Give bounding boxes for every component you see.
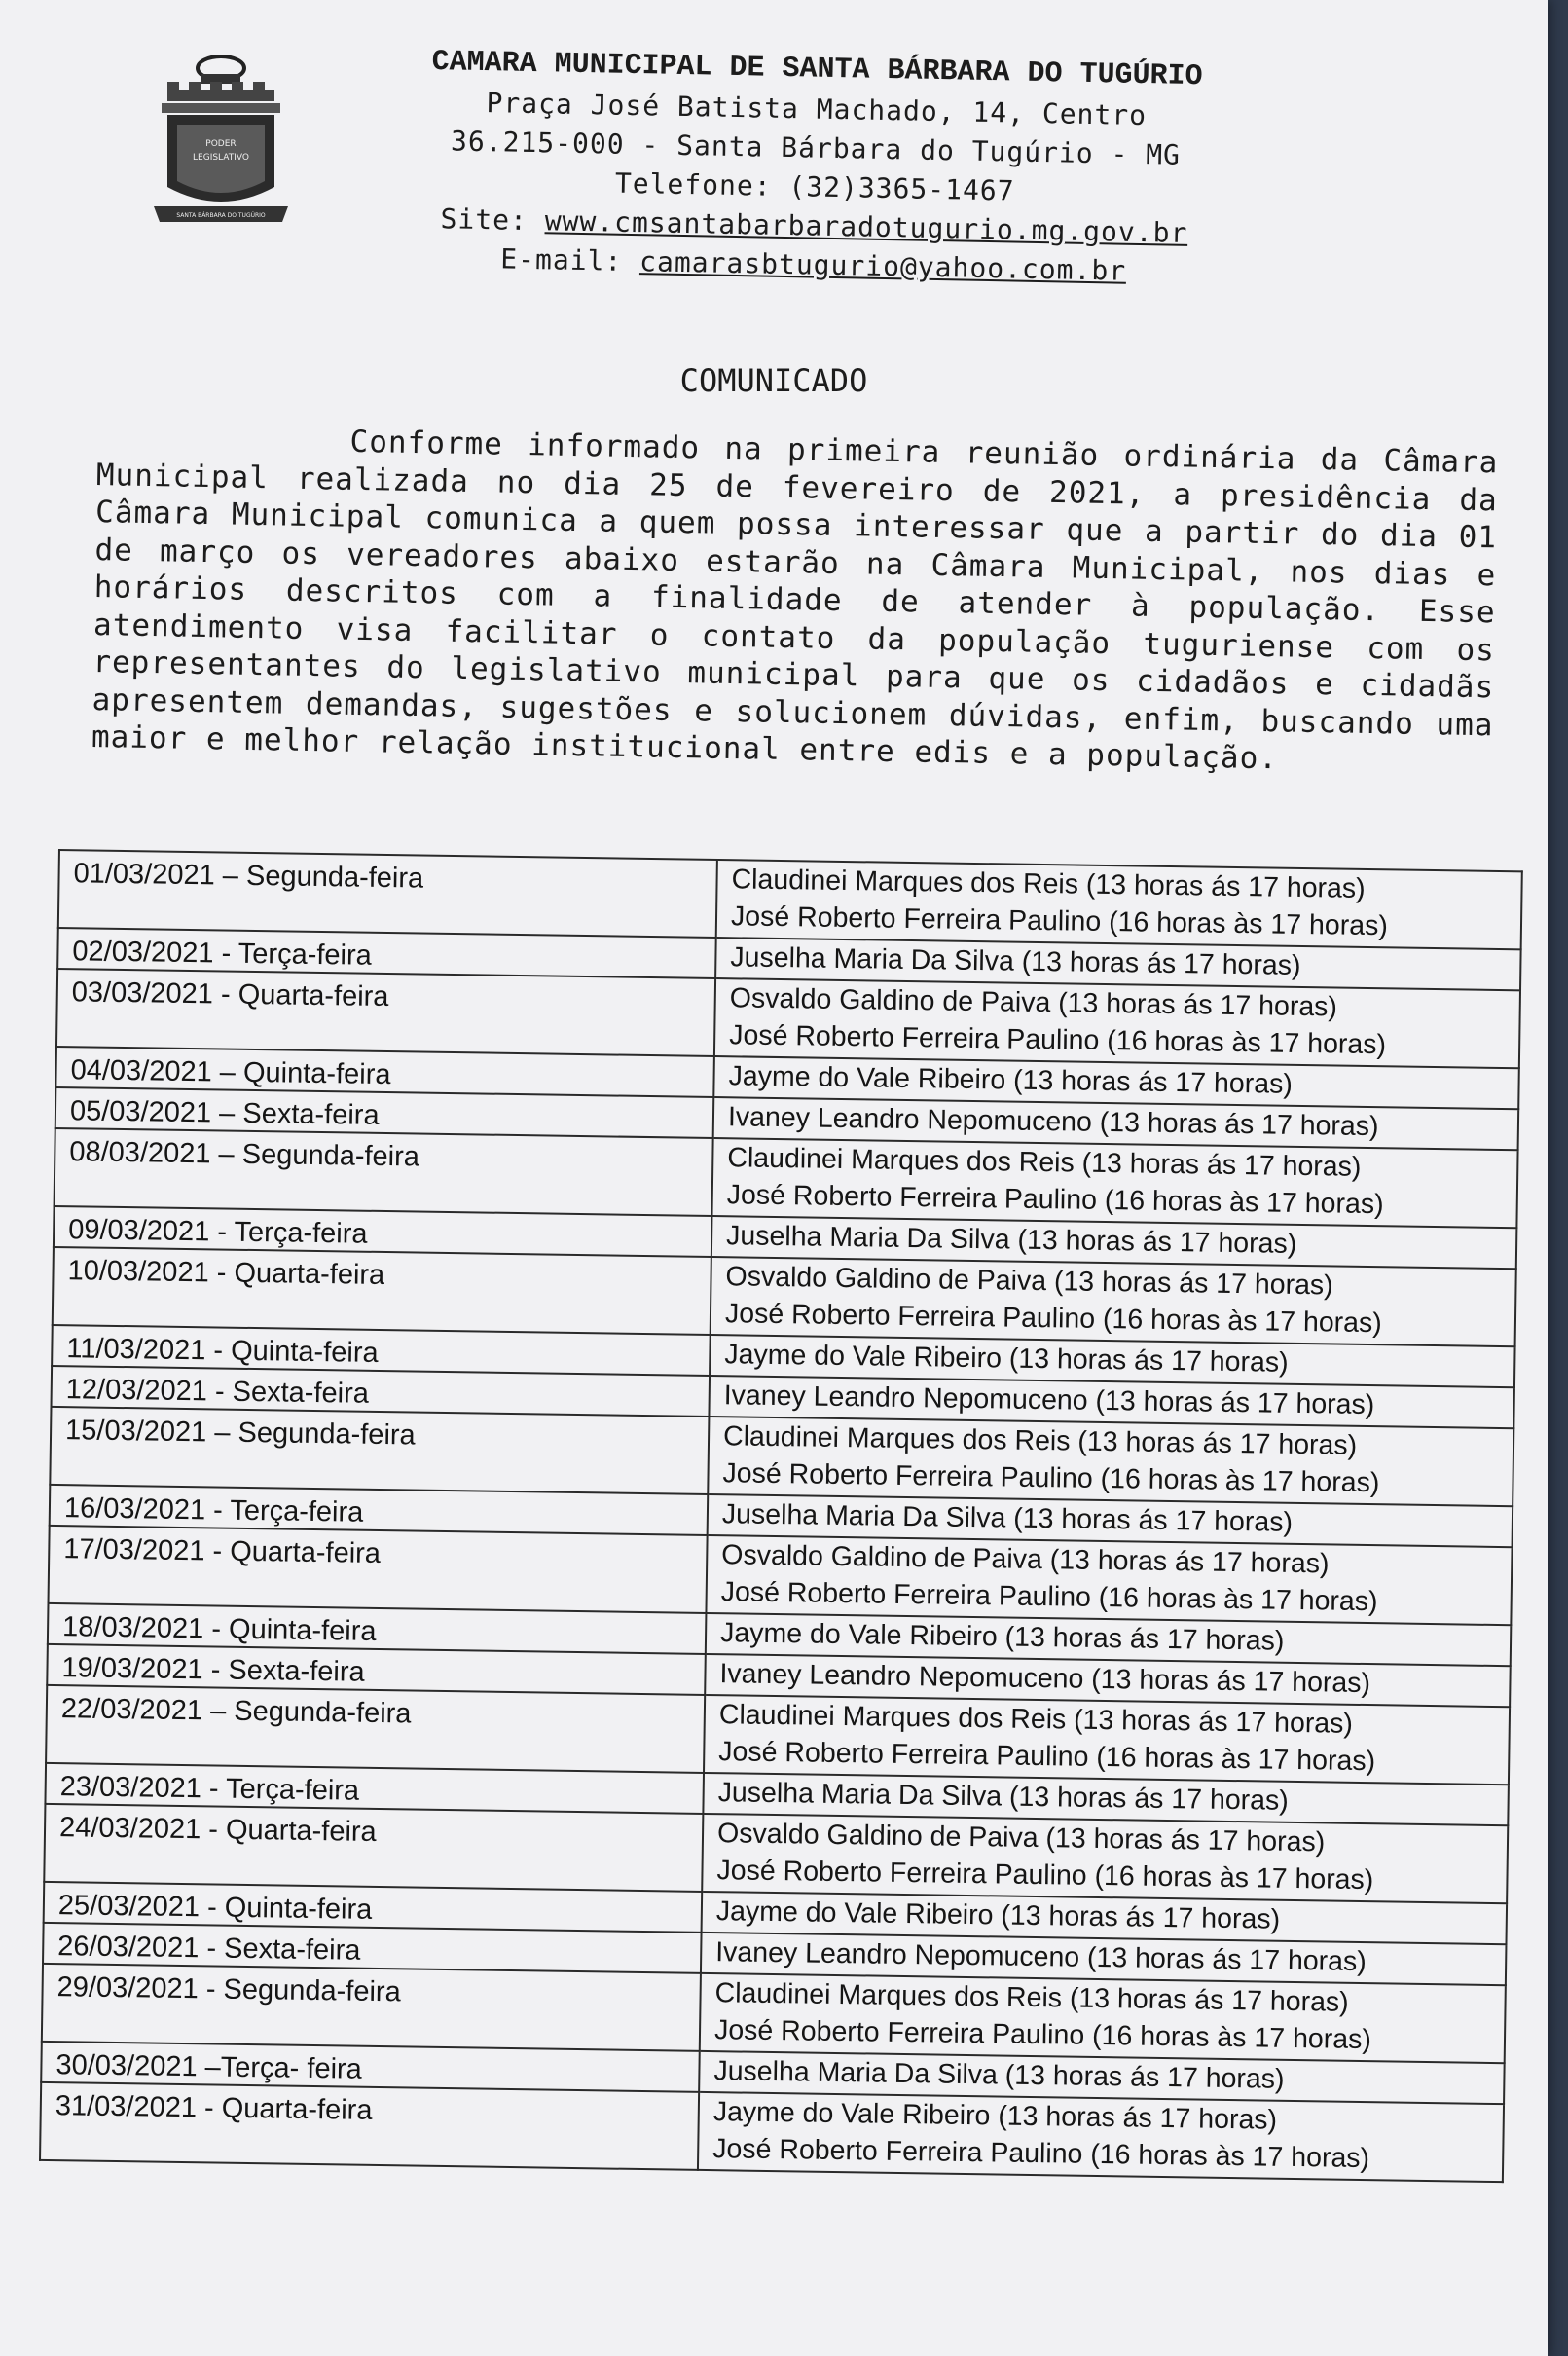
- schedule-names-cell: [704, 1695, 1510, 1785]
- councillor-name: Jayme do Vale Ribeiro (13 horas ás 17 horas): [712, 2096, 1278, 2136]
- logo-ribbon-text: SANTA BÁRBARA DO TUGÚRIO: [176, 212, 266, 219]
- councillor-name: José Roberto Ferreira Paulino (16 horas às 17 horas): [716, 1855, 1374, 1896]
- councillor-name: José Roberto Ferreira Paulino (16 horas às 17 horas): [718, 1736, 1376, 1778]
- councillor-name: Osvaldo Galdino de Paiva (13 horas ás 17 horas): [721, 1539, 1330, 1580]
- schedule-date-cell: 12/03/2021 - Sexta-feira: [51, 1366, 710, 1417]
- councillor-name: Claudinei Marques dos Reis (13 horas ás 17 horas): [731, 864, 1366, 904]
- councillor-name: José Roberto Ferreira Paulino (16 horas às 17 horas): [713, 2014, 1372, 2056]
- schedule-date-cell: 05/03/2021 – Sexta-feira: [55, 1087, 714, 1138]
- attendance-schedule-table: [39, 849, 1523, 2183]
- schedule-names-cell: [711, 1257, 1516, 1346]
- schedule-names-cell: [711, 1138, 1517, 1228]
- letterhead: [326, 44, 1303, 294]
- councillor-name: Ivaney Leandro Nepomuceno (13 horas ás 17 horas): [719, 1658, 1371, 1700]
- councillor-name: José Roberto Ferreira Paulino (16 horas às 17 horas): [720, 1576, 1378, 1618]
- councillor-name: Osvaldo Galdino de Paiva (13 horas ás 17 horas): [725, 1261, 1333, 1302]
- councillor-name: José Roberto Ferreira Paulino (16 horas às 17 horas): [722, 1457, 1380, 1499]
- councillor-name: Juselha Maria Da Silva (13 horas ás 17 horas): [717, 1777, 1289, 1817]
- schedule-date-cell: 18/03/2021 - Quinta-feira: [48, 1603, 707, 1654]
- schedule-date-cell: 31/03/2021 - Quarta-feira: [40, 2082, 699, 2170]
- councillor-name: José Roberto Ferreira Paulino (16 horas às 17 horas): [730, 901, 1389, 942]
- schedule-date-cell: 04/03/2021 – Quinta-feira: [55, 1047, 714, 1097]
- city-line: 36.215-000 - Santa Bárbara do Tugúrio - MG: [450, 125, 1182, 171]
- schedule-date-cell: 02/03/2021 - Terça-feira: [57, 928, 716, 978]
- document-title: COMUNICADO: [679, 362, 868, 399]
- councillor-name: José Roberto Ferreira Paulino (16 horas às 17 horas): [712, 2133, 1370, 2175]
- schedule-names-cell: [708, 1417, 1513, 1506]
- logo-text-top: PODER: [205, 139, 237, 149]
- schedule-date-cell: 03/03/2021 - Quarta-feira: [56, 969, 715, 1056]
- phone-line: Telefone: (32)3365-1467: [614, 166, 1015, 207]
- address-line: Praça José Batista Machado, 14, Centro: [486, 87, 1148, 132]
- organization-name: CAMARA MUNICIPAL DE SANTA BÁRBARA DO TUGÚRIO: [431, 45, 1203, 94]
- site-label: Site:: [440, 202, 529, 237]
- email-link[interactable]: camarasbtugurio@yahoo.com.br: [638, 245, 1127, 287]
- schedule-names-cell: [706, 1535, 1512, 1625]
- schedule-date-cell: 09/03/2021 - Terça-feira: [54, 1206, 712, 1257]
- councillor-name: Ivaney Leandro Nepomuceno (13 horas ás 17 horas): [727, 1101, 1379, 1143]
- councillor-name: Jayme do Vale Ribeiro (13 horas ás 17 horas): [715, 1896, 1281, 1935]
- councillor-name: Claudinei Marques dos Reis (13 horas ás 17 horas): [718, 1699, 1354, 1740]
- schedule-date-cell: 24/03/2021 - Quarta-feira: [44, 1804, 703, 1892]
- schedule-names-cell: [698, 2092, 1504, 2182]
- schedule-names-cell: [702, 1814, 1508, 1903]
- schedule-date-cell: 08/03/2021 – Segunda-feira: [55, 1128, 713, 1216]
- schedule-date-cell: 10/03/2021 - Quarta-feira: [53, 1247, 711, 1335]
- councillor-name: Juselha Maria Da Silva (13 horas ás 17 horas): [721, 1498, 1294, 1538]
- schedule-names-cell: [700, 1973, 1506, 2063]
- announcement-paragraph: Conforme informado na primeira reunião ordinária da Câmara Municipal realizada no dia 25 de fevereiro de 2021, a presidência da Câmara Municipal comunica a quem possa interessar que a partir do dia 01 de março os vereadores abaixo estarão na Câmara Municipal, nos dias e horários descritos com a finalidade de atender à população. Esse atendimento visa facilitar o contato da população tuguriense com os representantes do legislativo municipal para que os cidadãos e cidadãs apresentem demandas, sugestões e solucionem dúvidas, enfim, buscando uma maior e melhor relação institucional entre edis e a população.: [91, 423, 1499, 777]
- councillor-name: Ivaney Leandro Nepomuceno (13 horas ás 17 horas): [715, 1936, 1367, 1978]
- councillor-name: Claudinei Marques dos Reis (13 horas ás 17 horas): [727, 1142, 1362, 1183]
- councillor-name: Ivaney Leandro Nepomuceno (13 horas ás 17 horas): [723, 1380, 1375, 1421]
- chamber-coat-of-arms-logo: [148, 51, 294, 231]
- councillor-name: Jayme do Vale Ribeiro (13 horas ás 17 horas): [728, 1060, 1294, 1100]
- schedule-date-cell: 19/03/2021 - Sexta-feira: [47, 1644, 706, 1695]
- councillor-name: Juselha Maria Da Silva (13 horas ás 17 horas): [713, 2055, 1285, 2095]
- schedule-date-cell: 29/03/2021 - Segunda-feira: [42, 1964, 701, 2051]
- councillor-name: Juselha Maria Da Silva (13 horas ás 17 horas): [725, 1220, 1297, 1260]
- councillor-name: Claudinei Marques dos Reis (13 horas ás 17 horas): [722, 1420, 1358, 1461]
- schedule-date-cell: 23/03/2021 - Terça-feira: [45, 1763, 704, 1814]
- schedule-date-cell: 22/03/2021 – Segunda-feira: [46, 1685, 705, 1773]
- councillor-name: Osvaldo Galdino de Paiva (13 horas ás 17 horas): [716, 1818, 1326, 1859]
- councillor-name: Juselha Maria Da Silva (13 horas ás 17 horas): [730, 941, 1301, 981]
- schedule-body: [40, 850, 1522, 2182]
- site-link[interactable]: www.cmsantabarbaradotugurio.mg.gov.br: [544, 204, 1188, 249]
- councillor-name: José Roberto Ferreira Paulino (16 horas às 17 horas): [729, 1019, 1387, 1061]
- schedule-date-cell: 15/03/2021 – Segunda-feira: [50, 1407, 709, 1494]
- councillor-name: Jayme do Vale Ribeiro (13 horas ás 17 horas): [719, 1617, 1285, 1657]
- schedule-date-cell: 25/03/2021 - Quinta-feira: [44, 1882, 703, 1933]
- schedule-date-cell: 17/03/2021 - Quarta-feira: [49, 1526, 708, 1613]
- schedule-date-cell: 01/03/2021 – Segunda-feira: [58, 850, 717, 938]
- schedule-date-cell: 30/03/2021 –Terça- feira: [41, 2042, 700, 2092]
- schedule-names-cell: [714, 978, 1520, 1068]
- logo-text-mid: LEGISLATIVO: [193, 153, 249, 163]
- councillor-name: José Roberto Ferreira Paulino (16 horas às 17 horas): [726, 1179, 1384, 1221]
- schedule-date-cell: 11/03/2021 - Quinta-feira: [52, 1325, 711, 1376]
- councillor-name: Claudinei Marques dos Reis (13 horas ás 17 horas): [714, 1977, 1349, 2018]
- schedule-date-cell: 16/03/2021 - Terça-feira: [50, 1485, 709, 1535]
- councillor-name: José Roberto Ferreira Paulino (16 horas às 17 horas): [724, 1298, 1383, 1340]
- email-label: E-mail:: [500, 242, 623, 277]
- councillor-name: Jayme do Vale Ribeiro (13 horas ás 17 horas): [724, 1339, 1289, 1379]
- councillor-name: Osvaldo Galdino de Paiva (13 horas ás 17 horas): [729, 982, 1338, 1023]
- schedule-date-cell: 26/03/2021 - Sexta-feira: [43, 1923, 702, 1973]
- schedule-names-cell: [716, 860, 1522, 949]
